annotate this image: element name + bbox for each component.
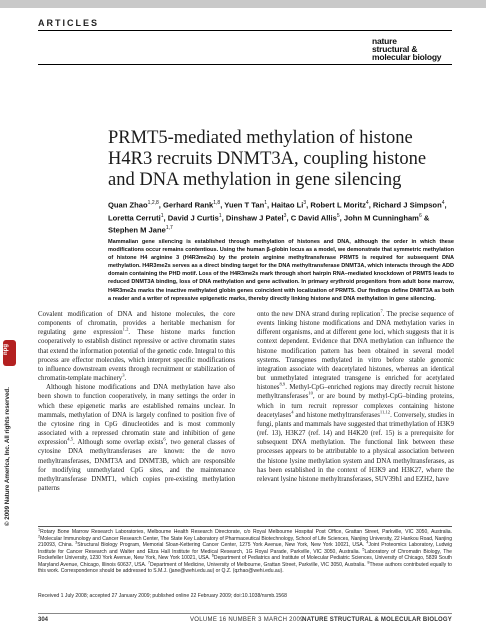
- author-list: Quan Zhao$^{1,2,8}$, Gerhard Rank$^{1,8}$, Yuen T Tan$^1$, Haitao Li$^3$, Robert L Moritz$^4$, Richard J Simpson$^4$, Loretta Cerruti$^1$, David J Curtis$^1$, Dinshaw J Patel$^3$, C David Allis$^5$, John M Cunningham$^6$ & Stephen M Jane$^{1,7}$: [108, 200, 447, 235]
- npg-logo: npg: [3, 340, 16, 366]
- footer-rule: [38, 613, 452, 614]
- author-name: Haitao Li: [271, 200, 304, 210]
- author-name: Dinshaw J Patel: [225, 213, 284, 223]
- body-paragraph: Although histone modifications and DNA methylation have also been shown to function cooperatively, in many settings the order in which these epigenetic marks are established remains unclear. In mammals, methylation of DNA is largely confined to position five of the cytosine ring in CpG dinucleotides and is most commonly associated with a repressed chromatin state and inhibition of gene expression$^{4,5}$. Although some overlap exists$^6$, two general classes of cytosine DNA methyltransferases are known: the de novo methyltransferases, DNMT3A and DNMT3B, which are responsible for modifying unmethylated CpG sites, and the maintenance methyltransferase DNMT1, which copies pre-existing methylation patterns: [38, 384, 235, 492]
- header-rule: [38, 30, 452, 31]
- author-name: Loretta Cerruti: [108, 213, 161, 223]
- body-column-left: [38, 310, 235, 493]
- section-label: ARTICLES: [38, 18, 99, 28]
- abstract: Mammalian gene silencing is established through methylation of histones and DNA, although the order in which these modifications occur remains contentious. Using the human β-globin locus as a model, we demonstrate that symmetric methylation of histone H4 arginine 3 (H4R3me2s) by the protein arginine methyltransferase PRMT5 is required for subsequent DNA methylation. H4R3me2s serves as a direct binding target for the DNA methyltransferase DNMT3A, which interacts through the ADD domain containing the PHD motif. Loss of the H4R3me2s mark through short hairpin RNA–mediated knockdown of PRMT5 leads to reduced DNMT3A binding, loss of DNA methylation and gene activation. In primary erythroid progenitors from adult bone marrow, H4R3me2s marks the inactive methylated globin genes coincident with localization of PRMT5. Our findings define DNMT3A as both a reader and a writer of repressive epigenetic marks, thereby directly linking histone and DNA methylation in gene silencing.: [108, 239, 454, 302]
- body-paragraph: onto the new DNA strand during replication$^7$. The precise sequence of events linking histone modifications and DNA methylation varies in different organisms, and at different gene loci, which suggests that it is context dependent. Evidence that DNA methylation can influence the histone modification pattern has been obtained in several model systems. Transgenes methylated in vitro before stable genomic integration associate with deacetylated histones, whereas an identical but unmethylated integrated transgene is enriched for acetylated histones$^{8,9}$. Methyl-CpG–enriched regions may directly recruit histone methyltransferases$^{10}$, or are bound by methyl-CpG–binding proteins, which in turn recruit repressor complexes containing histone deacetylases$^4$ and histone methyltransferases$^{11,12}$. Conversely, studies in fungi, plants and mammals have suggested that trimethylation of H3K9 (ref. 13), H3K27 (ref. 14) and H4K20 (ref. 15) is a prerequisite for subsequent DNA methylation. The functional link between these processes appears to be attributable to a physical association between the histone lysine methylation system and DNA methyltransferases, as has been established in the context of H3K9 and H3K27, where the relevant lysine histone methyltransferases, SUV39h1 and EZH2, have: [257, 308, 454, 483]
- author-name: John M Cunningham: [343, 213, 419, 223]
- received-line: Received 1 July 2008; accepted 27 January 2009; published online 22 February 2009; doi:10.1038/nsmb.1568: [38, 593, 287, 599]
- author-name: David J Curtis: [167, 213, 219, 223]
- body-column-right: [257, 310, 454, 484]
- page-number: 304: [38, 617, 49, 623]
- header-rule-lower: [38, 64, 452, 65]
- author-name: C David Allis: [290, 213, 337, 223]
- article-title: PRMT5-mediated methylation of histone H4R3 recruits DNMT3A, coupling histone and DNA methylation in gene silencing: [108, 128, 427, 190]
- author-name: Yuen T Tan: [224, 200, 265, 210]
- affiliations: $^1$Rotary Bone Marrow Research Laboratories, Melbourne Health Research Directorate, c/o Royal Melbourne Hospital Post Office, Grattan Street, Parkville, VIC 3050, Australia. $^2$Molecular Immunology and Cancer Research Center, The State Key Laboratory of Pharmaceutical Biotechnology, School of Life Sciences, Nanjing University, 22 Hankou Road, Nanjing 210093, China. $^3$Structural Biology Program, Memorial Sloan-Kettering Cancer Center, 1275 York Avenue, New York, New York 10021, USA. $^4$Joint Proteomics Laboratory, Ludwig Institute for Cancer Research and Walter and Eliza Hall Institute for Medical Research, 1G Royal Parade, Parkville, VIC 3050, Australia. $^5$Laboratory of Chromatin Biology, The Rockefeller University, 1230 York Avenue, New York, New York 10021, USA. $^6$Department of Pediatrics and Institute of Molecular Pediatric Sciences, University of Chicago, 5839 South Maryland Avenue, Chicago, Illinois 60637, USA. $^7$Department of Medicine, University of Melbourne, Grattan Street, Parkville, VIC 3050, Australia. $^8$These authors contributed equally to this work. Correspondence should be addressed to S.M.J. (jane@wehi.edu.au) or Q.Z. (qzhao@wehi.edu.au).: [38, 527, 452, 575]
- volume-info: VOLUME 16 NUMBER 3 MARCH 2009: [190, 617, 304, 623]
- author-name: Stephen M Jane: [108, 225, 166, 235]
- affiliations-rule: [38, 526, 452, 527]
- copyright-notice: © 2009 Nature America, Inc. All rights reserved.: [4, 387, 11, 526]
- author-name: Quan Zhao: [108, 200, 148, 210]
- author-name: Robert L Moritz: [310, 200, 366, 210]
- top-band: [0, 0, 486, 8]
- author-name: Gerhard Rank: [163, 200, 214, 210]
- body-paragraph: Covalent modification of DNA and histone molecules, the core components of chromatin, provides a heritable mechanism for regulating gene expression$^{1,2}$. These histone marks function cooperatively to establish distinct repressive or active chromatin states that extend the information potential of the genetic code. Integral to this process are effector molecules, which interpret specific modifications to influence downstream events through recruitment or stabilization of chromatin-template machinery$^3$.: [38, 311, 236, 383]
- journal-logo: nature structural & molecular biology: [372, 36, 442, 62]
- author-name: Richard J Simpson: [372, 200, 442, 210]
- journal-name: NATURE STRUCTURAL & MOLECULAR BIOLOGY: [302, 617, 452, 623]
